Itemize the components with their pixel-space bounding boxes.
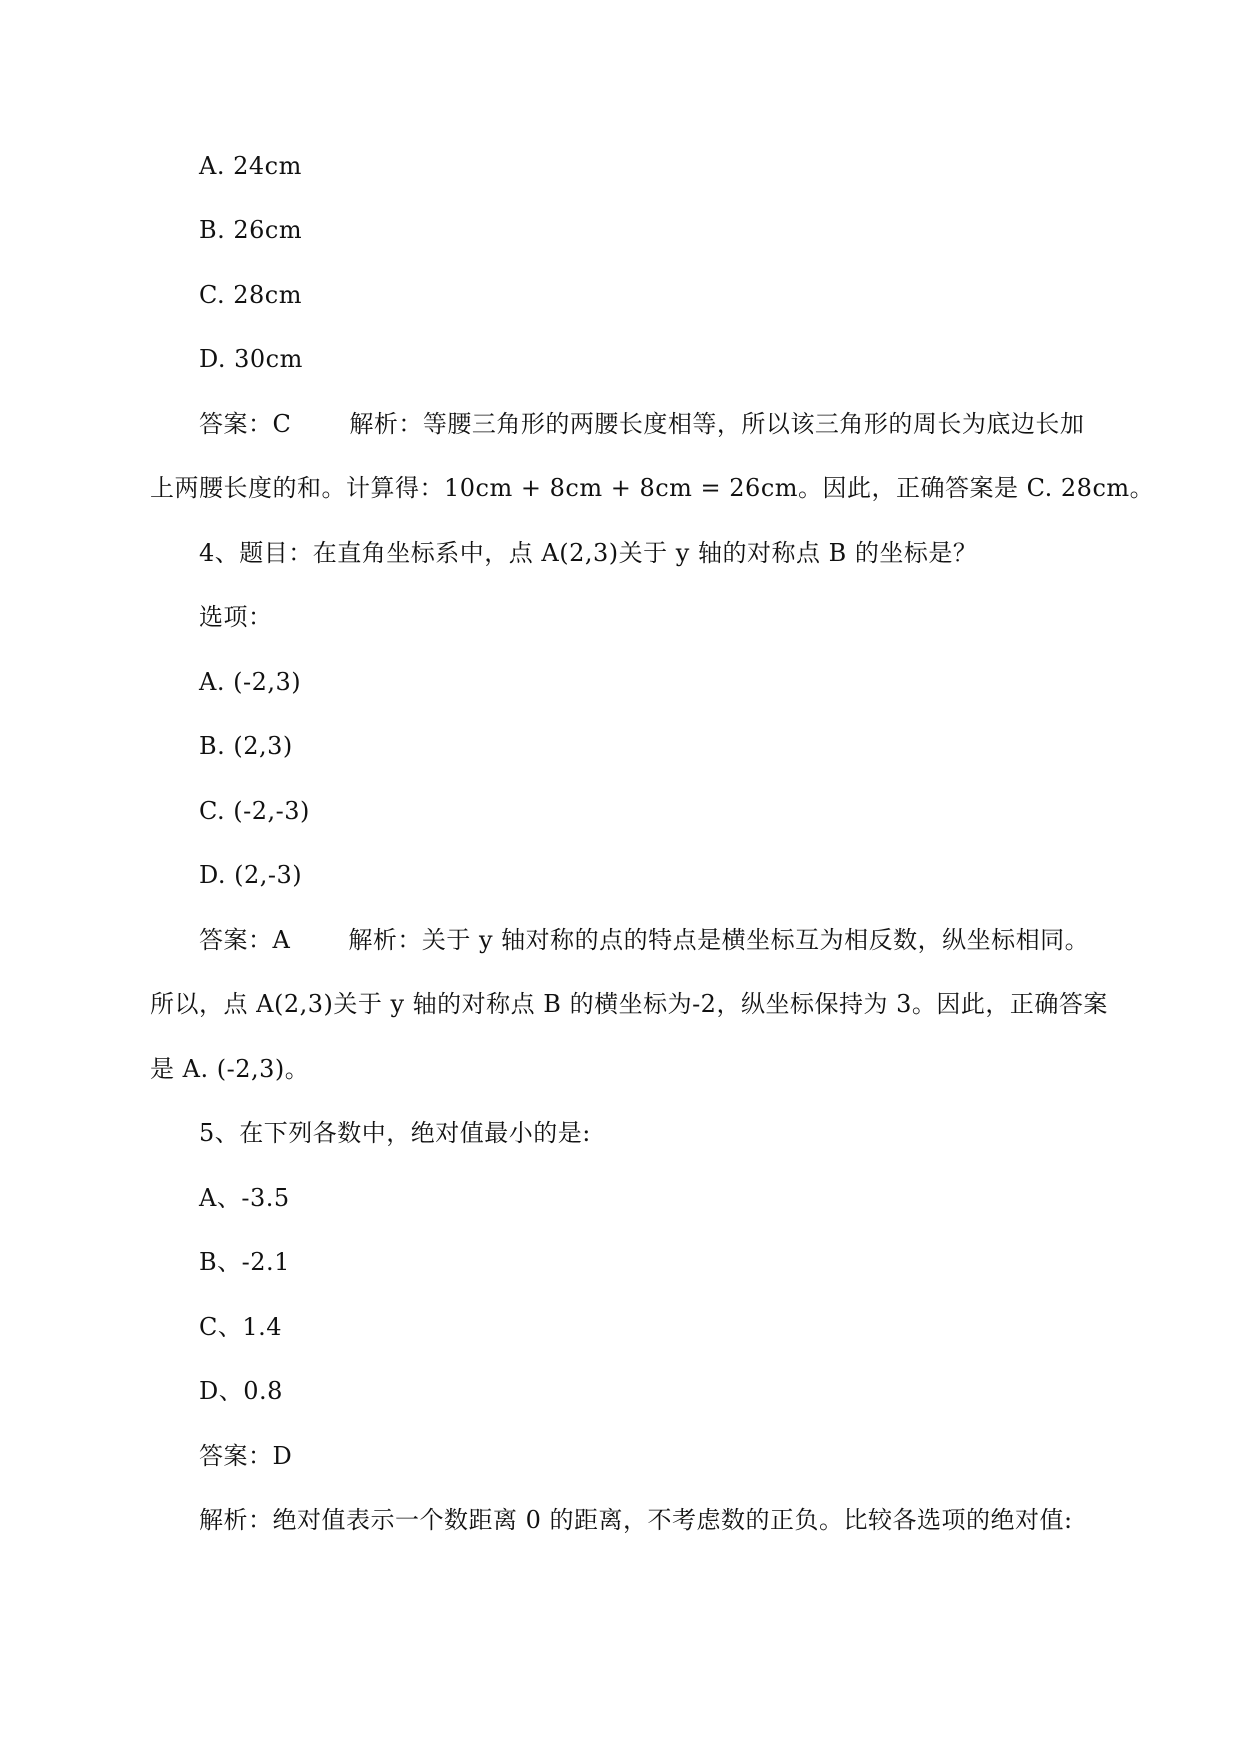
- q3-option-d: D. 30cm: [199, 345, 303, 373]
- q4-answer-row: [199, 922, 1089, 958]
- q5-answer: 答案：D: [199, 1442, 293, 1470]
- q4-option-c: C. (-2,-3): [199, 797, 310, 825]
- q3-answer-row: [199, 406, 1084, 442]
- q3-analysis-line-1: 解析：等腰三角形的两腰长度相等，所以该三角形的周长为底边长加: [349, 410, 1085, 438]
- q3-option-a: A. 24cm: [199, 152, 302, 180]
- q5-option-b: B、-2.1: [199, 1248, 290, 1276]
- q4-analysis-line-3: 是 A. (-2,3)。: [150, 1055, 310, 1083]
- q4-option-d: D. (2,-3): [199, 861, 303, 889]
- q4-option-a: A. (-2,3): [199, 668, 302, 696]
- q4-options-label: 选项：: [199, 603, 273, 631]
- q4-title: 4、题目：在直角坐标系中，点 A(2,3)关于 y 轴的对称点 B 的坐标是？: [199, 539, 978, 567]
- q3-analysis-line-2: 上两腰长度的和。计算得：10cm + 8cm + 8cm = 26cm。因此，正确答案是 C. 28cm。: [150, 474, 1155, 502]
- q4-option-b: B. (2,3): [199, 732, 293, 760]
- q3-option-c: C. 28cm: [199, 281, 303, 309]
- q5-option-d: D、0.8: [199, 1377, 283, 1405]
- q4-answer: 答案：A: [199, 926, 291, 954]
- q4-analysis-line-2: 所以，点 A(2,3)关于 y 轴的对称点 B 的横坐标为-2，纵坐标保持为 3。因此，正确答案: [150, 990, 1108, 1018]
- q5-option-a: A、-3.5: [199, 1184, 290, 1212]
- q5-option-c: C、1.4: [199, 1313, 283, 1341]
- q3-answer: 答案：C: [199, 410, 292, 438]
- q4-analysis-line-1: 解析：关于 y 轴对称的点的特点是横坐标互为相反数，纵坐标相同。: [348, 926, 1090, 954]
- q5-title: 5、在下列各数中，绝对值最小的是:: [199, 1119, 591, 1147]
- q5-analysis: 解析：绝对值表示一个数距离 0 的距离，不考虑数的正负。比较各选项的绝对值:: [199, 1506, 1073, 1534]
- q3-option-b: B. 26cm: [199, 216, 303, 244]
